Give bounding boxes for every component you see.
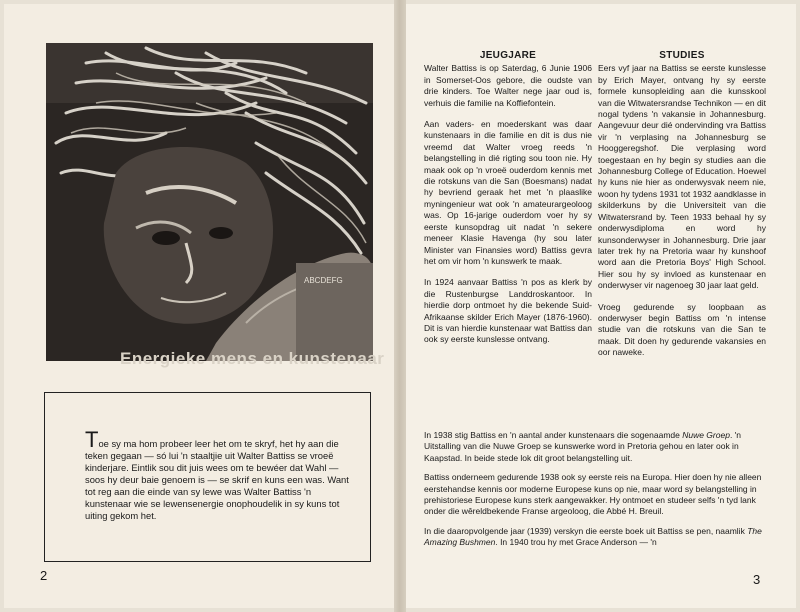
heading-jeugjare: JEUGJARE (479, 50, 537, 61)
quote-text: oe sy ma hom probeer leer het om te skryf, het hy aan die teken gegaan — só lui 'n staaltjie uit Walter Battiss se vroeë kinderjare. Eintlik sou dit juis wees om te bewéer dat Wahl — soos hy deur baie genoem is — se skrif en kuns een was. Want tot reg aan die einde van sy lewe was Walter Battiss 'n kunstenaar wie se lewensenergie onophoudelik in sy kuns tot uiting gekom het. (85, 438, 349, 521)
bottom-p3-text-a: In die daaropvolgende jaar (1939) verskyn die eerste boek uit Battiss se pen, naamlik (424, 525, 748, 536)
drop-cap: T (85, 427, 99, 452)
book-spine (394, 0, 406, 612)
jeugjare-paragraph-3: In 1924 aanvaar Battiss 'n pos as klerk by die Rustenburgse Landdroskantoor. In hierdie dorp ontmoet hy die bekende Suid-Afrikaanse skilder Erich Mayer (1876-1960). Dit is van hierdie kunstenaar wat Battiss dan ook sy eerste kunslesse ontvang. (424, 277, 592, 345)
jeugjare-paragraph-2: Aan vaders- en moederskant was daar kunstenaars in die familie en dit is dus nie vreemd dat Walter vroeg reeds 'n belangstelling in dié rigting sou toon nie. Hy maak ook op 'n vroeë ouderdom kennis met die rotskuns van die San (Boesmans) nadat hy bevriend geraak het met 'n plaaslike myningenieur wat ook 'n amateurargeoloog was. Op 16-jarige ouderdom voer hy sy eerste kunsopdrag uit nadat 'n sekere meneer Klasie Havenga (hy sou later Minister van Finansies word) Battiss gevra het om vir hom 'n kunswerk te maak. (424, 119, 592, 266)
bottom-text (424, 430, 766, 557)
nuwe-groep-title: Nuwe Groep (682, 430, 730, 440)
bottom-paragraph-1 (424, 430, 766, 464)
bottom-p3-text-b: . In 1940 trou hy met Grace Anderson — 'n (495, 537, 657, 548)
portrait-photo (46, 43, 373, 361)
quote-box (44, 392, 371, 562)
bottom-paragraph-2: Battiss onderneem gedurende 1938 ook sy eerste reis na Europa. Hier doen hy nie alleen eerstehandse kennis oor moderne Europese kuns op nie, maar word sy belangstelling in prehistoriese Europese kuns sterk aangewakker. Hy ontmoet en studeer selfs 'n tyd lank onder die wêreldbekende Franse argeoloog, die Abbé H. Breuil. (424, 472, 762, 517)
column-jeugjare (424, 50, 592, 356)
jeugjare-paragraph-1: Walter Battiss is op Saterdag, 6 Junie 1906 in Somerset-Oos gebore, die oudste van drie kinders. Toe Walter nege jaar oud is, verhuis die familie na Koffiefontein. (424, 63, 592, 108)
book-title: The Amazing Bushmen (424, 525, 762, 548)
studies-paragraph-1: Eers vyf jaar na Battiss se eerste kunslesse by Erich Mayer, ontvang hy sy eerste formele kunsopleiding aan die kunsskool van die Witwatersrandse Technikon — en dit nogal tydens 'n vakansie in Johannesburg. Aangevuur deur dié ondervinding vra Battiss vir 'n verplasing na Johannesburg se Hooggeregshof. Die verplasing word toegestaan en hy begin sy studies aan die Johannesburg College of Education. Hoewel hy kuns nie hier as onderwysvak neem nie, woon hy tydens 1931 tot 1932 aandklasse in skilderkuns by die Universiteit van die Witwatersrand by. Teen 1933 behaal hy sy onderwysdiploma en word hy kunsonderwyser in Johannesburg. Drie jaar later trek hy na Pretoria waar hy kunshoof word aan die Pretoria Boys' High School. Hier sou hy sy invloed as kunstenaar en onderwyser vir nagenoeg 30 jaar laat geld. (598, 63, 766, 291)
column-studies (598, 50, 766, 369)
studies-paragraph-2: Vroeg gedurende sy loopbaan as onderwyser begin Battiss om 'n intense studie van die rotskuns van die San te maak. Dit doen hy gedurende vakansies en oor naweke. (598, 301, 766, 358)
portrait-image (46, 43, 373, 361)
page-number-right: 3 (753, 572, 761, 587)
bottom-p1-text-b: . 'n Uitstalling van die Nuwe Groep se kunswerke word in Pretoria gehou en later ook in Kaapstad. In beide stede lok dit groot belangstelling uit. (424, 430, 742, 463)
heading-studies: STUDIES (659, 50, 705, 61)
bottom-p1-text-a: In 1938 stig Battiss en 'n aantal ander kunstenaars die sogenaamde (424, 430, 683, 440)
page-number-left: 2 (40, 568, 48, 583)
quote-paragraph (85, 427, 352, 522)
ghost-heading: Energieke mens en kunstenaar (120, 349, 385, 368)
sculpture-text: ABCDEFG (304, 276, 343, 285)
bottom-paragraph-3 (424, 526, 766, 549)
